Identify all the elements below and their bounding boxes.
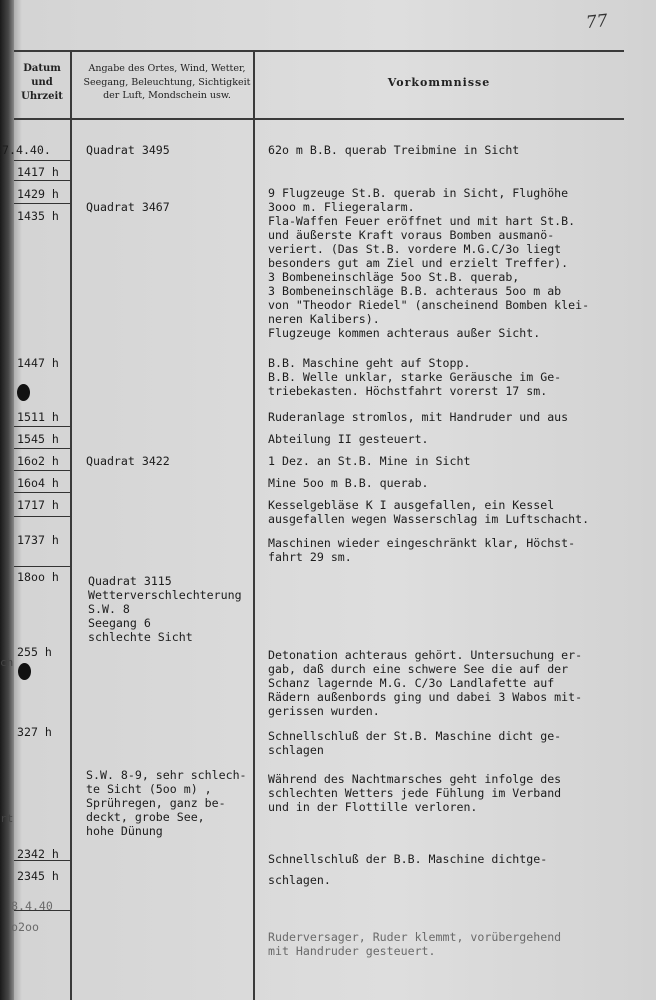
time-entry: 16o2 h [17,454,59,468]
row-rule [14,492,70,493]
row-rule [14,566,70,567]
page-number: 77 [585,10,609,34]
time-entry: 2345 h [17,869,59,883]
event-line: 1 Dez. an St.B. Mine in Sicht [268,454,471,468]
header-date-line: und [31,77,53,88]
header-date-time [14,62,70,104]
time-entry: o2oo [11,920,39,934]
event-line: 3ooo m. Fliegeralarm. [268,200,415,214]
time-entry: 1545 h [17,432,59,446]
header-events: Vorkommnisse [387,76,491,89]
event-line: gab, daß durch eine schwere See die auf der [268,662,569,676]
header-place-line: Seegang, Beleuchtung, Sichtigkeit [83,76,251,88]
row-rule [14,180,70,181]
header-date-line: Uhrzeit [21,91,63,102]
event-line: 62o m B.B. querab Treibmine in Sicht [268,143,520,157]
event-line: B.B. Maschine geht auf Stopp. [268,356,471,370]
place-entry: Quadrat 3115 [88,574,172,588]
time-entry: 8.4.40 [11,899,53,913]
header-date-line: Datum [23,63,61,74]
event-line: Maschinen wieder eingeschränkt klar, Höchst- [268,536,576,550]
time-entry: 327 h [17,725,52,739]
time-entry: 18oo h [17,570,59,584]
event-line: Schnellschluß der B.B. Maschine dichtge- [268,852,548,866]
event-line: Detonation achteraus gehört. Untersuchung er- [268,648,583,662]
event-line: Schnellschluß der St.B. Maschine dicht ge- [268,729,562,743]
event-line: Fla-Waffen Feuer eröffnet und mit hart St.B. [268,214,576,228]
row-rule [14,203,70,204]
event-line: Abteilung II gesteuert. [268,432,429,446]
place-entry: schlechte Sicht [88,630,193,644]
place-entry: te Sicht (5oo m) , [86,782,212,796]
table-top-rule [14,50,624,52]
event-line: gerissen wurden. [268,704,380,718]
margin-mark: ch [0,656,14,669]
event-line: von "Theodor Riedel" (anscheinend Bomben klei- [268,298,590,312]
time-entry: 1417 h [17,165,59,179]
event-line: veriert. (Das St.B. vordere M.G.C/3o liegt [268,242,562,256]
event-line: B.B. Welle unklar, starke Geräusche im Ge- [268,370,562,384]
event-line: 3 Bombeneinschläge 5oo St.B. querab, [268,270,520,284]
time-entry: 1429 h [17,187,59,201]
place-entry: S.W. 8-9, sehr schlech- [86,768,247,782]
row-rule [14,160,70,161]
event-line: schlagen [268,743,324,757]
event-line: Flugzeuge kommen achteraus außer Sicht. [268,326,541,340]
place-entry: hohe Dünung [86,824,163,838]
event-line: Während des Nachtmarsches geht infolge des [268,772,562,786]
event-line: Ruderanlage stromlos, mit Handruder und aus [268,410,569,424]
event-line: Rädern außenbords ging und dabei 3 Wabos mit- [268,690,583,704]
event-line: Kesselgebläse K I ausgefallen, ein Kessel [268,498,555,512]
ink-blot [17,384,30,401]
row-rule [14,448,70,449]
header-bottom-rule [14,118,624,120]
time-entry: 2342 h [17,847,59,861]
column-divider-date [70,50,72,1000]
event-line: fahrt 29 sm. [268,550,352,564]
place-entry: S.W. 8 [88,602,130,616]
event-line: ausgefallen wegen Wasserschlag im Luftschacht. [268,512,590,526]
place-entry: Wetterverschlechterung [88,588,242,602]
time-entry: 1435 h [17,209,59,223]
event-line: und äußerste Kraft voraus Bomben ausmanö- [268,228,555,242]
ink-blot [18,663,31,680]
place-entry: Seegang 6 [88,616,151,630]
event-line: triebekasten. Höchstfahrt vorerst 17 sm. [268,384,548,398]
place-entry: Quadrat 3467 [86,200,170,214]
time-entry: 1511 h [17,410,59,424]
place-entry: Sprühregen, ganz be- [86,796,226,810]
event-line: und in der Flottille verloren. [268,800,478,814]
event-line: Schanz lagernde M.G. C/3o Landlafette auf [268,676,555,690]
event-line: schlechten Wetters jede Fühlung im Verband [268,786,562,800]
event-line: Ruderversager, Ruder klemmt, vorübergehend [268,930,562,944]
event-line: 9 Flugzeuge St.B. querab in Sicht, Flughöhe [268,186,569,200]
event-line: neren Kalibers). [268,312,380,326]
event-line: besonders gut am Ziel und erzielt Treffer). [268,256,569,270]
header-place-line: der Luft, Mondschein usw. [103,90,231,101]
place-entry: Quadrat 3422 [86,454,170,468]
time-entry: 1737 h [17,533,59,547]
event-line: 3 Bombeneinschläge B.B. achteraus 5oo m ab [268,284,562,298]
time-entry: 7.4.40. [2,143,51,157]
time-entry: 16o4 h [17,476,59,490]
event-line: schlagen. [268,873,331,887]
header-place-weather [74,62,260,103]
margin-mark: rt [0,812,14,825]
event-line: mit Handruder gesteuert. [268,944,436,958]
place-entry: deckt, grobe See, [86,810,205,824]
time-entry: 255 h [17,645,52,659]
row-rule [14,470,70,471]
row-rule [14,426,70,427]
time-entry: 1717 h [17,498,59,512]
column-divider-place [253,50,255,1000]
time-entry: 1447 h [17,356,59,370]
row-rule [14,516,70,517]
event-line: Mine 5oo m B.B. querab. [268,476,429,490]
place-entry: Quadrat 3495 [86,143,170,157]
header-place-line: Angabe des Ortes, Wind, Wetter, [88,63,246,74]
